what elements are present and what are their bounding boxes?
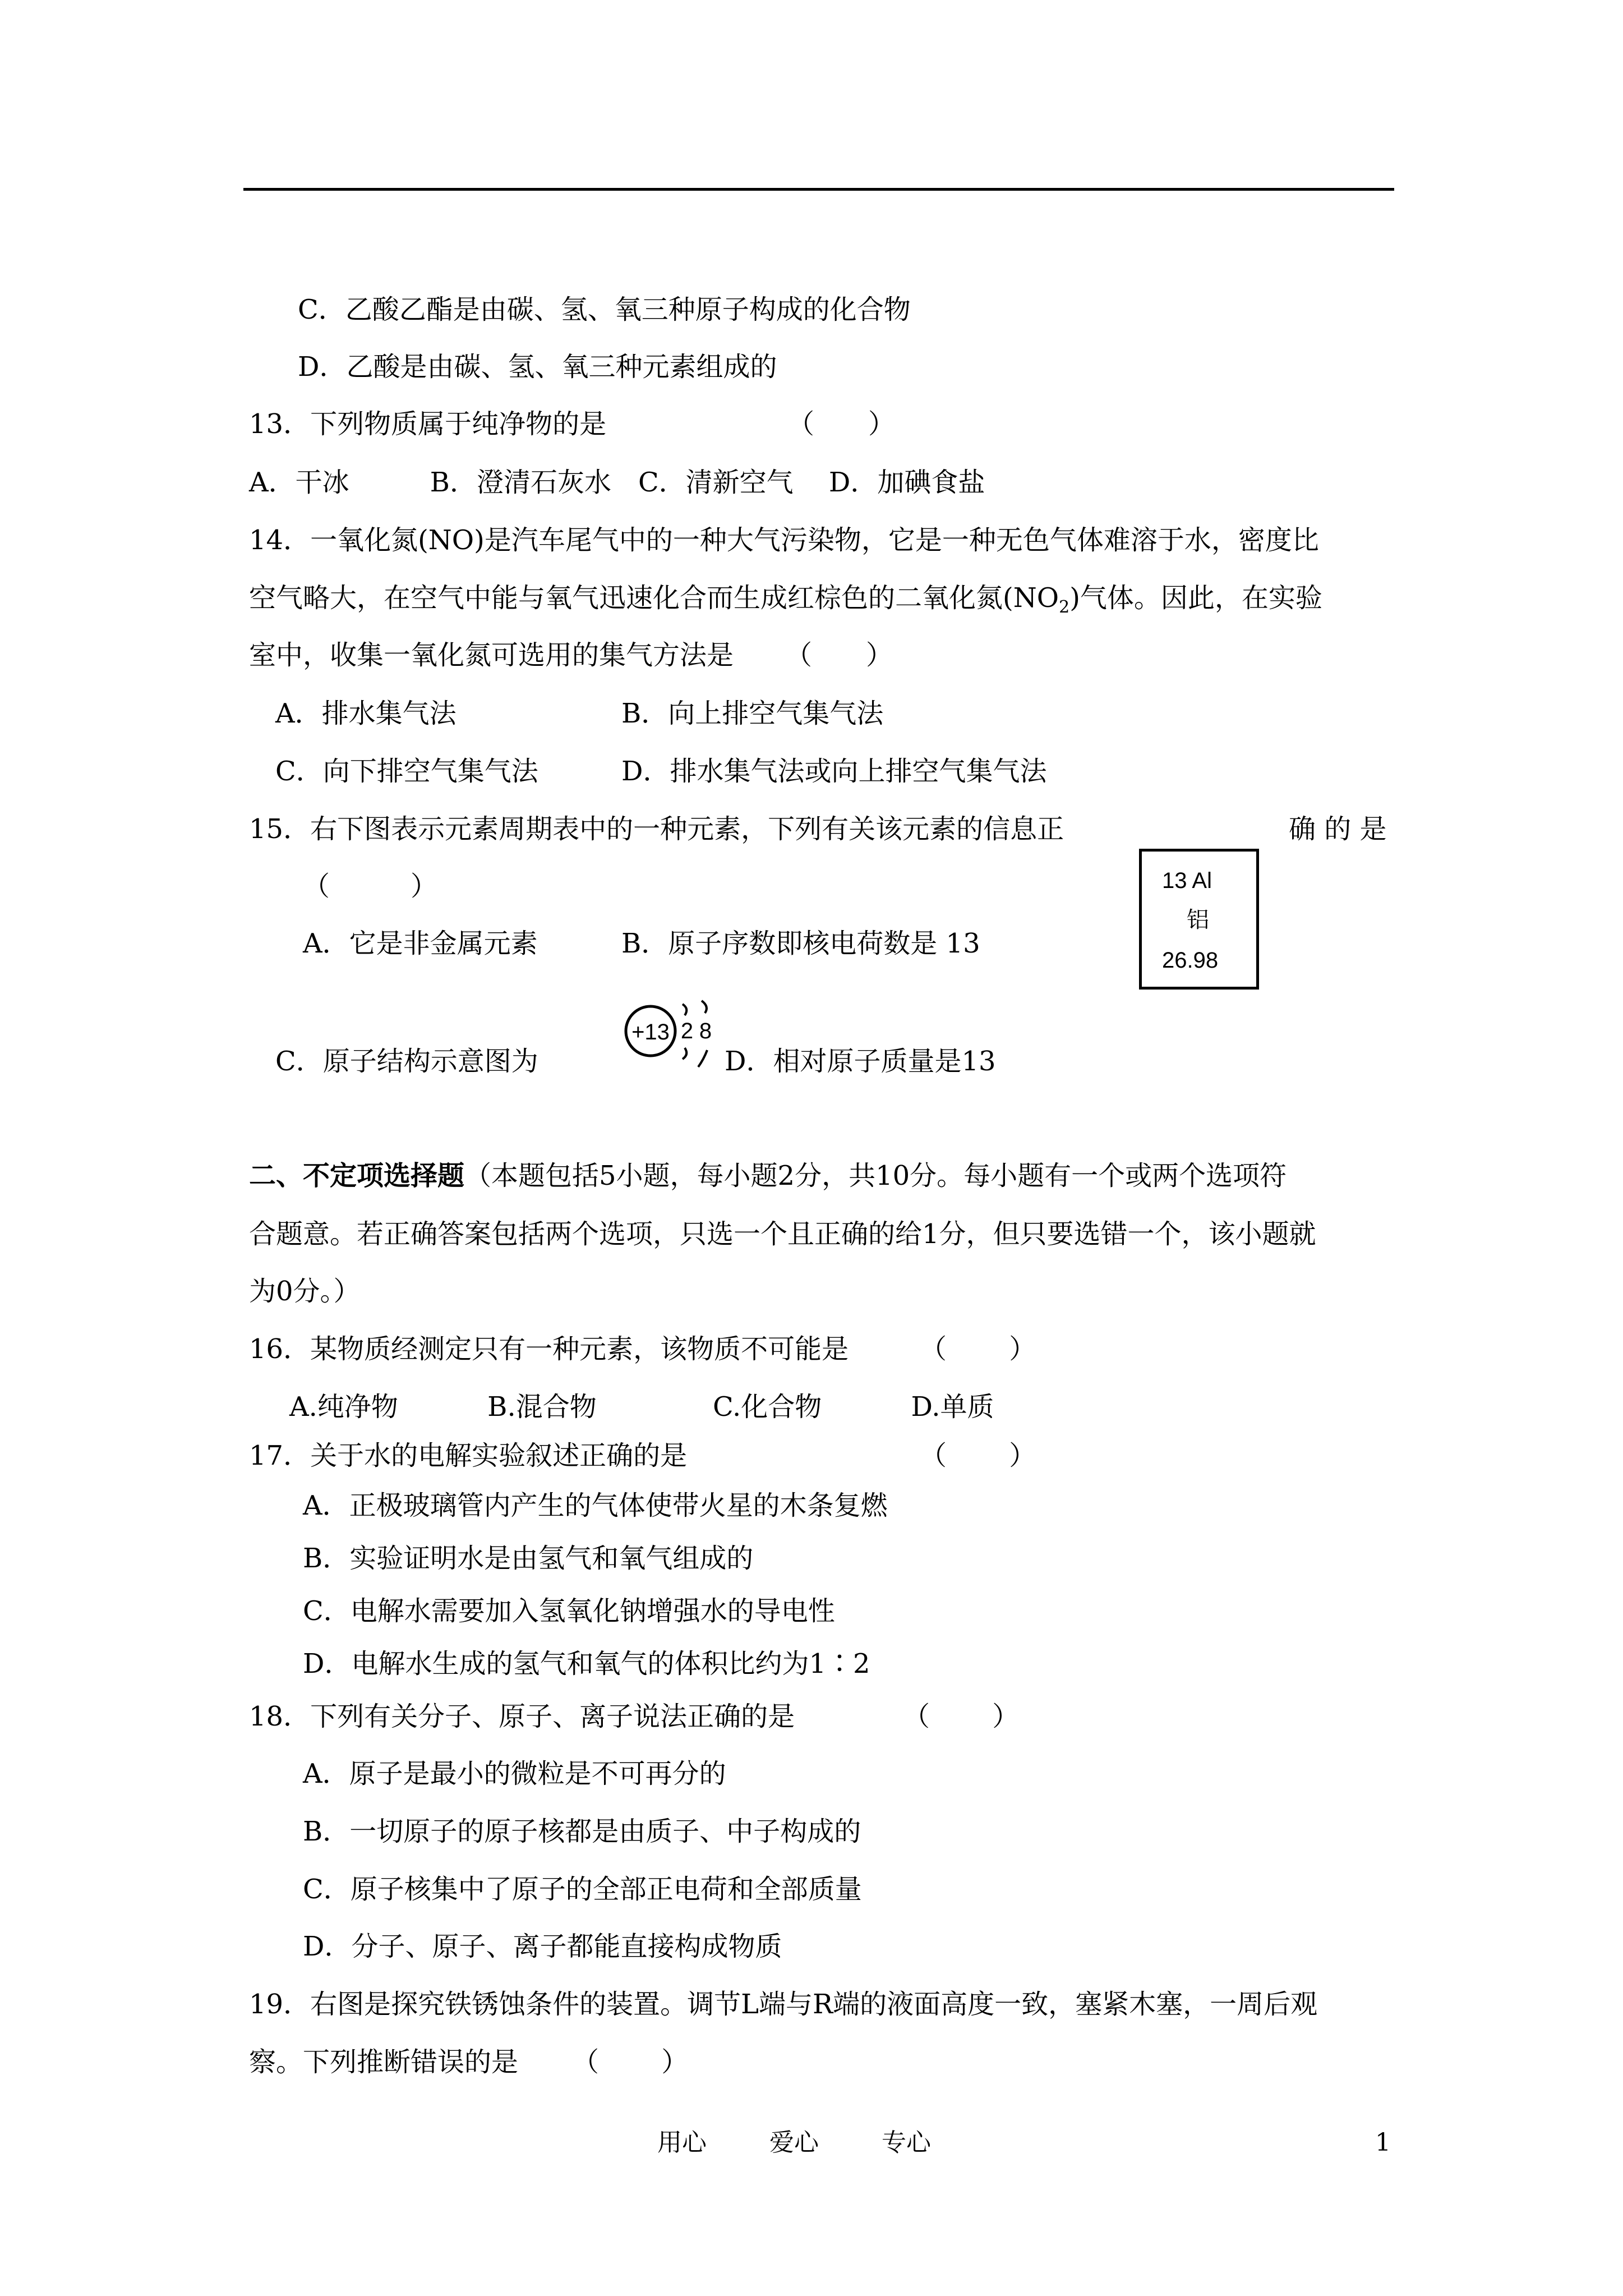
section2-instructions: （本题包括5小题，每小题2分，共10分。每小题有一个或两个选项符 (464, 1160, 1287, 1191)
footer-motto-2: 爱心 (769, 2128, 819, 2157)
q19-stem-line2: 察。下列推断错误的是 (249, 2046, 519, 2078)
q13-answer-paren: （ ） (787, 408, 896, 440)
q14-line2-text-a: 空气略大，在空气中能与氧气迅速化合而生成红棕色的二氧化氮(NO (249, 582, 1059, 614)
q15-option-a: A．它是非金属元素 (303, 928, 538, 959)
q15-option-b: B．原子序数即核电荷数是 13 (621, 928, 980, 959)
section2-line3: 为0分。） (249, 1276, 361, 1307)
shell-arc-1-bottom (683, 1048, 686, 1059)
shell-arc-2-top (702, 1001, 707, 1013)
section2-line2: 合题意。若正确答案包括两个选项，只选一个且正确的给1分，但只要选错一个，该小题就 (249, 1218, 1316, 1250)
q14-line2-text-b: )气体。因此，在实验 (1069, 582, 1322, 614)
q17-stem: 17．关于水的电解实验叙述正确的是 (249, 1440, 688, 1471)
q16-stem: 16．某物质经测定只有一种元素，该物质不可能是 (249, 1333, 849, 1365)
footer-motto-1: 用心 (657, 2128, 707, 2157)
atom-structure-diagram (620, 996, 729, 1072)
element-mass: 26.98 (1162, 948, 1219, 973)
q13-options: A．干冰 B．澄清石灰水 C．清新空气 D．加碘食盐 (249, 467, 985, 498)
q18-answer-paren: （ ） (903, 1701, 1020, 1732)
q14-subscript: 2 (1059, 597, 1070, 617)
q15-stem: 15．右下图表示元素周期表中的一种元素，下列有关该元素的信息正 (249, 813, 1064, 845)
q19-answer-paren: （ ） (572, 2046, 689, 2078)
element-number-symbol: 13 Al (1162, 868, 1212, 893)
section2-title: 二、不定项选择题 (249, 1160, 465, 1191)
q14-stem-line2 (249, 581, 1322, 624)
q14-stem-line3: 室中，收集一氧化氮可选用的集气方法是 (249, 639, 734, 671)
q18-stem: 18．下列有关分子、原子、离子说法正确的是 (249, 1701, 795, 1732)
shell1-electrons: 2 (680, 1019, 694, 1043)
element-cell-aluminium (1139, 849, 1259, 990)
q15-answer-paren: （ ） (303, 871, 438, 902)
page-number: 1 (1375, 2128, 1391, 2157)
element-name: 铝 (1187, 908, 1209, 932)
q18-option-b: B．一切原子的原子核都是由质子、中子构成的 (303, 1816, 861, 1847)
q15-option-c: C．原子结构示意图为 (275, 1046, 538, 1077)
q17-option-a: A．正极玻璃管内产生的气体使带火星的木条复燃 (303, 1490, 888, 1521)
q18-option-d: D．分子、原子、离子都能直接构成物质 (303, 1931, 782, 1962)
q15-stem-end: 确 的 是 (1289, 813, 1387, 845)
q16-options: A.纯净物 B.混合物 C.化合物 D.单质 (289, 1391, 994, 1423)
shell2-electrons: 8 (699, 1019, 712, 1043)
q15-option-d: D．相对原子质量是13 (725, 1046, 996, 1077)
q18-option-a: A．原子是最小的微粒是不可再分的 (303, 1758, 726, 1789)
q14-option-c: C．向下排空气集气法 (275, 756, 538, 787)
q17-option-d: D．电解水生成的氢气和氧气的体积比约为1∶2 (303, 1648, 870, 1680)
q16-answer-paren: （ ） (920, 1333, 1036, 1365)
q17-option-b: B．实验证明水是由氢气和氧气组成的 (303, 1543, 754, 1574)
q14-option-d: D．排水集气法或向上排空气集气法 (621, 756, 1047, 787)
footer-motto-3: 专心 (882, 2128, 931, 2157)
section2-line1 (249, 1159, 1287, 1193)
q14-answer-paren: （ ） (785, 639, 893, 671)
q12-option-d: D．乙酸是由碳、氢、氧三种元素组成的 (298, 351, 777, 383)
q18-option-c: C．原子核集中了原子的全部正电荷和全部质量 (303, 1874, 862, 1905)
q17-option-c: C．电解水需要加入氢氧化钠增强水的导电性 (303, 1595, 835, 1627)
q14-option-b: B．向上排空气集气法 (621, 698, 884, 729)
header-rule (243, 188, 1394, 191)
q13-stem: 13．下列物质属于纯净物的是 (249, 408, 607, 440)
shell-arc-1-top (683, 1004, 686, 1015)
q19-stem-line1: 19．右图是探究铁锈蚀条件的装置。调节L端与R端的液面高度一致，塞紧木塞，一周后观 (249, 1989, 1318, 2020)
nucleus-charge: +13 (631, 1020, 670, 1045)
q14-stem-line1: 14．一氧化氮(NO)是汽车尾气中的一种大气污染物，它是一种无色气体难溶于水，密度比 (249, 524, 1319, 556)
q17-answer-paren: （ ） (920, 1440, 1036, 1471)
shell-arc-2-bottom (698, 1050, 707, 1067)
q12-option-c: C．乙酸乙酯是由碳、氢、氧三种原子构成的化合物 (298, 294, 911, 325)
q14-option-a: A．排水集气法 (275, 698, 457, 729)
